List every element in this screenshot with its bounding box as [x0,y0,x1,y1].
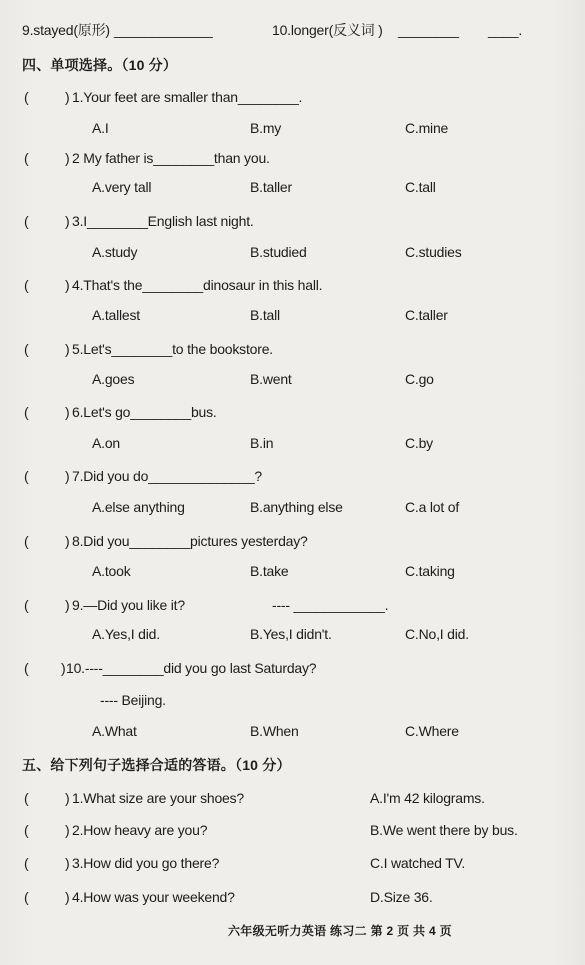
answer-bracket-open: ( [24,533,29,549]
option-c: C.taking [405,563,455,579]
option-b: B.When [250,723,299,739]
question-stem: 10.----________did you go last Saturday? [66,660,317,676]
item10-blank: ________ [398,22,459,38]
option-c: C.taller [405,307,448,323]
question-stem: 2 My father is________than you. [72,150,270,166]
answer-bracket-close: ) [65,404,70,420]
option-c: C.studies [405,244,462,260]
option-b: B.studied [250,244,307,260]
option-b: B.anything else [250,499,343,515]
answer-bracket-close: ) [65,790,70,806]
answer-bracket-open: ( [24,404,29,420]
option-b: B.take [250,563,289,579]
option-a: A.tallest [92,307,140,323]
option-b: B.in [250,435,274,451]
question-stem: 5.Let's________to the bookstore. [72,341,273,357]
page-footer: 六年级无听力英语 练习二 第 2 页 共 4 页 [228,924,452,938]
option-a: A.I [92,120,109,136]
question-stem: 8.Did you________pictures yesterday? [72,533,308,549]
question-stem: 4.How was your weekend? [72,889,235,905]
answer-bracket-open: ( [24,89,29,105]
option-c: C.mine [405,120,449,136]
option-c: C.Where [405,723,459,739]
option-c: C.a lot of [405,499,460,515]
answer-bracket-open: ( [24,889,29,905]
answer-choice: C.I watched TV. [370,855,466,871]
answer-bracket-open: ( [24,597,29,613]
option-a: A.took [92,563,131,579]
item10-tail: ____. [488,22,523,38]
answer-choice: B.We went there by bus. [370,822,518,838]
answer-bracket-close: ) [65,277,70,293]
answer-choice: A.I'm 42 kilograms. [370,790,485,806]
answer-bracket-close: ) [65,597,70,613]
question-stem: 3.I________English last night. [72,213,254,229]
question-stem: 3.How did you go there? [72,855,220,871]
option-a: A.very tall [92,179,152,195]
question-reply: ---- ____________. [272,597,389,613]
item9-blank: _____________ [114,22,213,38]
answer-bracket-close: ) [65,213,70,229]
answer-bracket-close: ) [65,889,70,905]
option-b: B.went [250,371,292,387]
answer-bracket-close: ) [65,341,70,357]
question-reply-line: ---- Beijing. [100,692,166,708]
answer-bracket-open: ( [24,468,29,484]
answer-bracket-open: ( [24,660,29,676]
section4-heading: 四、单项选择。（10 分） [22,57,178,73]
option-b: B.Yes,I didn't. [250,626,332,642]
answer-bracket-open: ( [24,855,29,871]
answer-bracket-open: ( [24,822,29,838]
answer-bracket-close: ) [65,855,70,871]
option-c: C.by [405,435,433,451]
answer-bracket-close: ) [65,822,70,838]
question-stem: 7.Did you do______________? [72,468,262,484]
section5-heading: 五、给下列句子选择合适的答语。（10 分） [22,757,291,773]
answer-bracket-open: ( [24,213,29,229]
question-stem: 4.That's the________dinosaur in this hall. [72,277,323,293]
answer-bracket-open: ( [24,790,29,806]
option-a: A.study [92,244,138,260]
item9-label: 9.stayed(原形) [22,22,110,38]
question-stem: 9.—Did you like it? [72,597,185,613]
option-b: B.tall [250,307,280,323]
answer-bracket-close: ) [65,150,70,166]
option-a: A.else anything [92,499,185,515]
answer-bracket-close: ) [65,89,70,105]
option-b: B.my [250,120,282,136]
question-stem: 2.How heavy are you? [72,822,208,838]
question-stem: 6.Let's go________bus. [72,404,217,420]
option-c: C.tall [405,179,436,195]
option-a: A.Yes,I did. [92,626,160,642]
answer-choice: D.Size 36. [370,889,433,905]
answer-bracket-close: ) [65,533,70,549]
option-c: C.No,I did. [405,626,469,642]
question-stem: 1.What size are your shoes? [72,790,245,806]
option-b: B.taller [250,179,292,195]
option-a: A.goes [92,371,135,387]
answer-bracket-close: ) [65,468,70,484]
answer-bracket-open: ( [24,341,29,357]
answer-bracket-close: ) [61,660,66,676]
option-c: C.go [405,371,434,387]
question-stem: 1.Your feet are smaller than________. [72,89,303,105]
option-a: A.What [92,723,137,739]
answer-bracket-open: ( [24,277,29,293]
option-a: A.on [92,435,120,451]
answer-bracket-open: ( [24,150,29,166]
item10-label: 10.longer(反义词 ) [272,22,383,38]
